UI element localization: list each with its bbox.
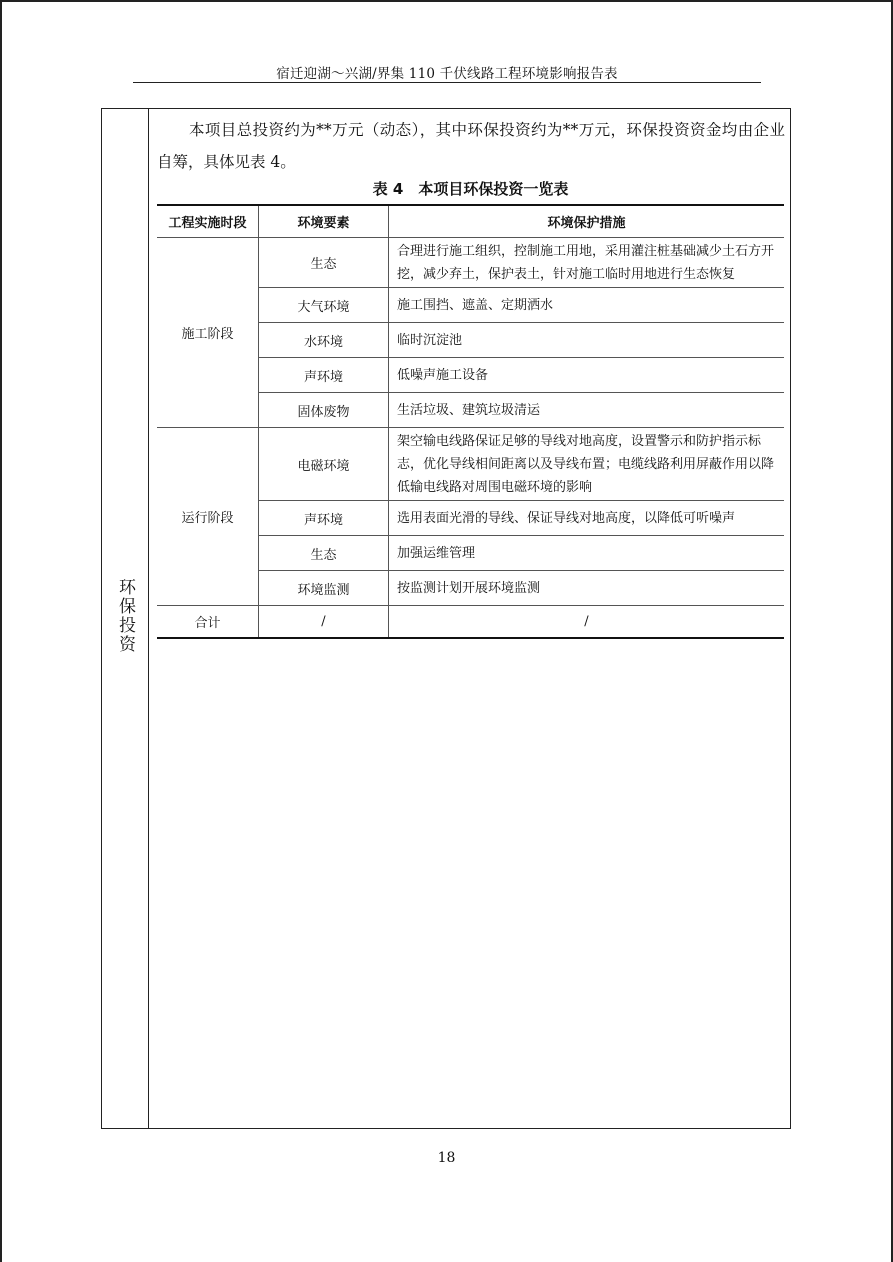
measure-cell: 架空输电线路保证足够的导线对地高度，设置警示和防护指示标志，优化导线相间距离以及导线布置；电缆线路利用屏蔽作用以降低输电线路对周围电磁环境的影响 <box>389 428 785 501</box>
page-header: 宿迁迎湖～兴湖/界集 110 千伏线路工程环境影响报告表 <box>276 66 618 82</box>
investment-table <box>157 204 784 639</box>
phase-cell-operation: 运行阶段 <box>157 428 259 606</box>
element-cell: 电磁环境 <box>259 428 389 501</box>
total-element-cell: / <box>259 606 389 638</box>
element-cell: 生态 <box>259 238 389 288</box>
measure-cell: 生活垃圾、建筑垃圾清运 <box>389 393 785 428</box>
intro-paragraph: 本项目总投资约为**万元（动态），其中环保投资约为**万元，环保投资资金均由企业自筹，具体见表 4。 <box>157 121 785 171</box>
page-border-top <box>0 0 893 2</box>
total-label-cell: 合计 <box>157 606 259 638</box>
element-cell: 水环境 <box>259 323 389 358</box>
measure-cell: 加强运维管理 <box>389 536 785 571</box>
column-header-element: 环境要素 <box>259 205 389 238</box>
table-row <box>157 238 784 288</box>
measure-cell: 选用表面光滑的导线、保证导线对地高度，以降低可听噪声 <box>389 501 785 536</box>
table-title: 表 4 本项目环保投资一览表 <box>372 180 569 198</box>
measure-cell: 合理进行施工组织，控制施工用地，采用灌注桩基础减少土石方开挖，减少弃土，保护表土，针对施工临时用地进行生态恢复 <box>389 238 785 288</box>
header-rule <box>133 82 761 83</box>
measure-cell: 临时沉淀池 <box>389 323 785 358</box>
element-cell: 环境监测 <box>259 571 389 606</box>
table-header-row <box>157 205 784 238</box>
measure-cell: 按监测计划开展环境监测 <box>389 571 785 606</box>
page-number: 18 <box>437 1150 456 1166</box>
phase-cell-construction: 施工阶段 <box>157 238 259 428</box>
measure-cell: 低噪声施工设备 <box>389 358 785 393</box>
element-cell: 大气环境 <box>259 288 389 323</box>
total-measure-cell: / <box>389 606 785 638</box>
table-total-row <box>157 606 784 638</box>
section-side-label: 环保投资 <box>115 578 135 654</box>
element-cell: 声环境 <box>259 501 389 536</box>
page-border-left <box>0 0 2 1262</box>
element-cell: 声环境 <box>259 358 389 393</box>
table-row <box>157 428 784 501</box>
column-header-measure: 环境保护措施 <box>389 205 785 238</box>
element-cell: 固体废物 <box>259 393 389 428</box>
element-cell: 生态 <box>259 536 389 571</box>
column-header-phase: 工程实施时段 <box>157 205 259 238</box>
measure-cell: 施工围挡、遮盖、定期洒水 <box>389 288 785 323</box>
